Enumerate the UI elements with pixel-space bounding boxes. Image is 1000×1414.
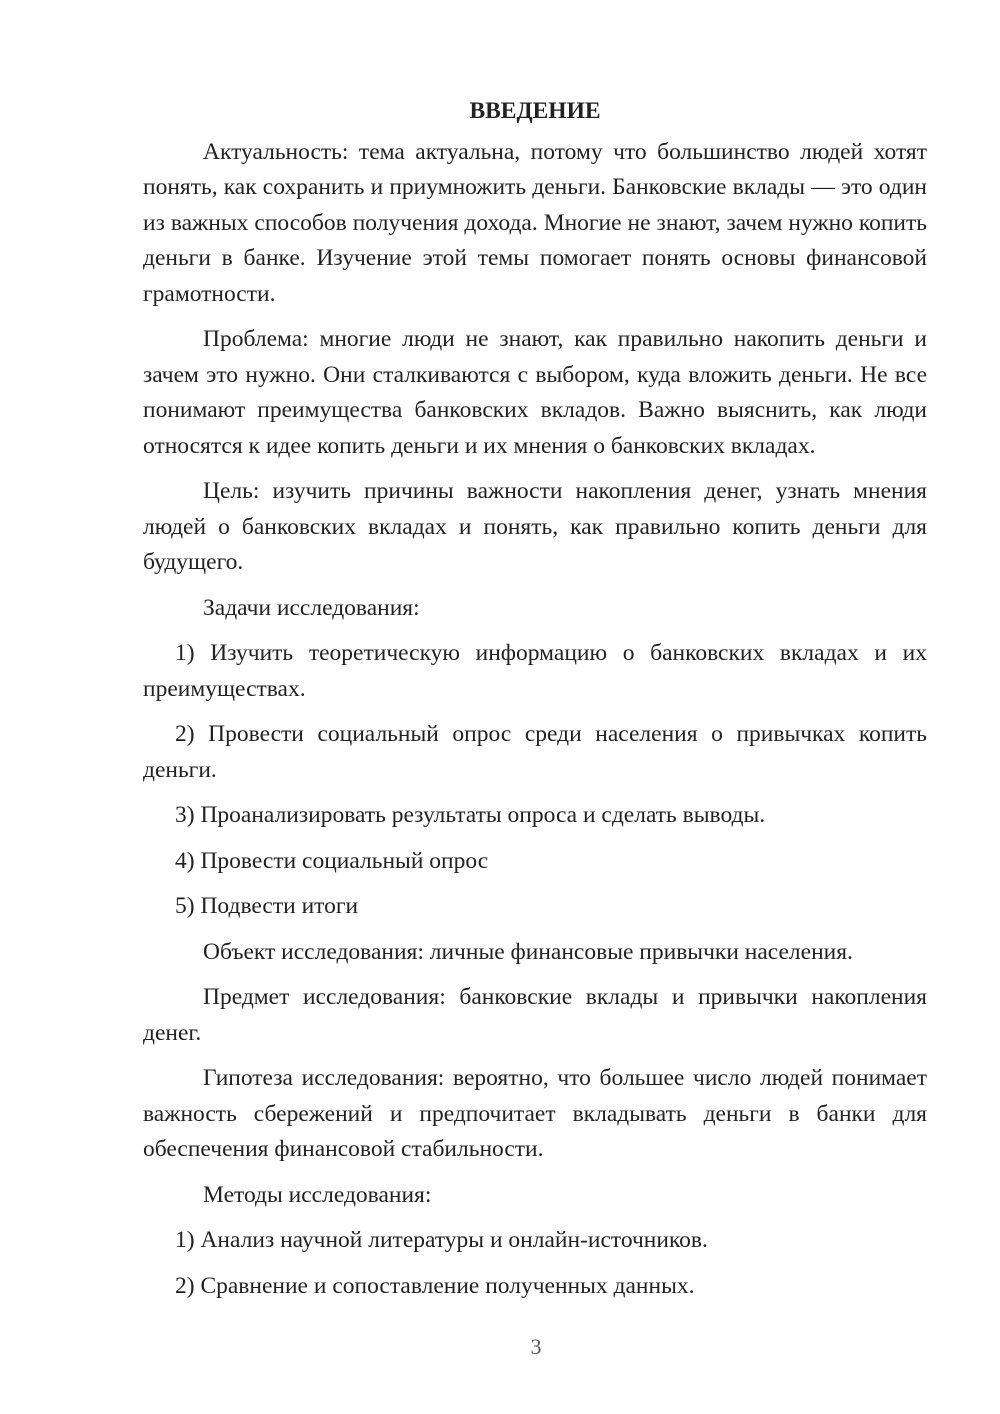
task-item-3: 3) Проанализировать результаты опроса и сделать выводы. bbox=[175, 802, 766, 828]
task-item-1: 1) Изучить теоретическую информацию о банковских вкладах и их преимуществах. bbox=[143, 640, 927, 702]
problem-paragraph: Проблема: многие люди не знают, как правильно накопить деньги и зачем это нужно. Они сталкиваются с выбором, куда вложить деньги. Не все понимают преимущества банковских вкладов. Важно выяснить, как люди относятся к идее копить деньги и их мнения о банковских вкладах. bbox=[143, 326, 927, 459]
page-content bbox=[143, 94, 927, 1304]
task-item-4: 4) Провести социальный опрос bbox=[175, 847, 489, 874]
object-paragraph: Объект исследования: личные финансовые привычки населения. bbox=[203, 938, 853, 965]
methods-heading: Методы исследования: bbox=[203, 1181, 432, 1208]
method-item-1: 1) Анализ научной литературы и онлайн-источников. bbox=[175, 1227, 708, 1253]
goal-paragraph: Цель: изучить причины важности накопления денег, узнать мнения людей о банковских вкладах и понять, как правильно копить деньги для будущего. bbox=[143, 478, 927, 575]
task-item-2: 2) Провести социальный опрос среди населения о привычках копить деньги. bbox=[143, 721, 927, 783]
hypothesis-paragraph: Гипотеза исследования: вероятно, что большее число людей понимает важность сбережений и предпочитает вкладывать деньги в банки для обеспечения финансовой стабильности. bbox=[143, 1065, 927, 1162]
tasks-heading: Задачи исследования: bbox=[203, 594, 420, 621]
method-item-2: 2) Сравнение и сопоставление полученных данных. bbox=[175, 1272, 695, 1299]
page-title: ВВЕДЕНИЕ bbox=[469, 98, 601, 124]
page-number: 3 bbox=[530, 1334, 542, 1359]
task-item-5: 5) Подвести итоги bbox=[175, 893, 359, 919]
relevance-paragraph: Актуальность: тема актуальна, потому что большинство людей хотят понять, как сохранить и приумножить деньги. Банковские вклады — это один из важных способов получения дохода. Многие не знают, зачем нужно копить деньги в банке. Изучение этой темы помогает понять основы финансовой грамотности. bbox=[143, 138, 927, 307]
subject-paragraph: Предмет исследования: банковские вклады и привычки накопления денег. bbox=[143, 984, 927, 1046]
